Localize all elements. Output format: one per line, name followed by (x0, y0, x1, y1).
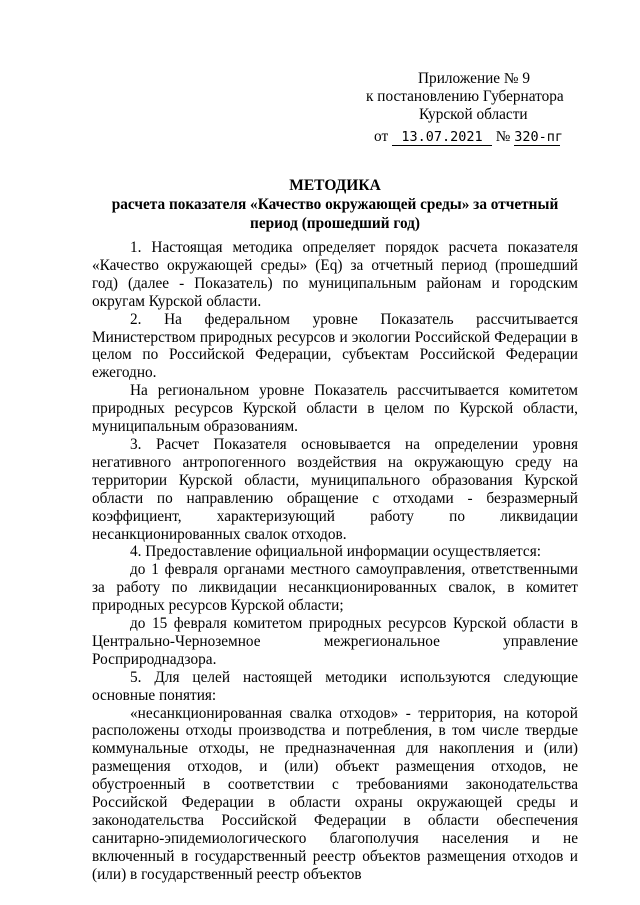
document-body (92, 239, 578, 884)
paragraph-4-municipal: до 1 февраля органами местного самоуправления, ответственными за работу по ликвидации несанкционированных свалок, в комитет природных ресурсов Курской области; (92, 561, 578, 615)
paragraph-4: 4. Предоставление официальной информации осуществляется: (130, 543, 541, 561)
title-heading: МЕТОДИКА (289, 177, 381, 194)
date-prefix: от (374, 127, 389, 145)
paragraph-2-regional: На региональном уровне Показатель рассчитывается комитетом природных ресурсов Курской области в целом по Курской области, муниципальным образованиям. (92, 382, 578, 436)
paragraph-5: 5. Для целей настоящей методики используются следующие основные понятия: (92, 668, 578, 704)
title-period: период (прошедший год) (250, 215, 420, 232)
decree-number: 320-пг (514, 128, 564, 145)
paragraph-2: 2. На федеральном уровне Показатель рассчитывается Министерством природных ресурсов и экологии Российской Федерации в целом по Российской Федерации, субъектам Российской Федерации ежегодно. (92, 310, 578, 382)
document-title (92, 176, 578, 233)
decree-date: 13.07.2021 (392, 130, 492, 146)
title-subheading: расчета показателя «Качество окружающей среды» за отчетный (111, 196, 559, 213)
appendix-decree-ref: к постановлению Губернатора (366, 87, 564, 105)
paragraph-5-definition: «несанкционированная свалка отходов» - территория, на которой расположены отходы производства и потребления, в том числе твердые коммунальные отходы, не предназначенная для накопления и (или) размещения отходов, и (или) объект размещения отходов, не обустроенный в соответствии с требованиями законодательства Российской Федерации в области охраны окружающей среды и законодательства Российской Федерации в области обеспечения санитарно-эпидемиологического благополучия населения и не включенный в государственный реестр объектов размещения отходов и (или) в государственный реестр объектов (92, 704, 578, 883)
paragraph-3: 3. Расчет Показателя основывается на определении уровня негативного антропогенного воздействия на окружающую среду на территории Курской области, муниципального образования Курской области по направлению обращение с отходами - безразмерный коэффициент, характеризующий работу по ликвидации несанкционированных свалок отходов. (92, 435, 578, 543)
appendix-region: Курской области (419, 105, 528, 123)
paragraph-1: 1. Настоящая методика определяет порядок расчета показателя «Качество окружающей среды» (Eq) за отчетный период (прошедший год) (далее - Показатель) по муниципальным районам и городским округам Курской области. (92, 239, 578, 310)
number-sign: № (495, 127, 511, 145)
decree-date-line (366, 128, 586, 146)
paragraph-4-committee: до 15 февраля комитетом природных ресурсов Курской области в Центрально-Черноземное межрегиональное управление Росприроднадзора. (92, 615, 578, 668)
appendix-number: Приложение № 9 (418, 70, 530, 87)
appendix-header (366, 70, 586, 146)
